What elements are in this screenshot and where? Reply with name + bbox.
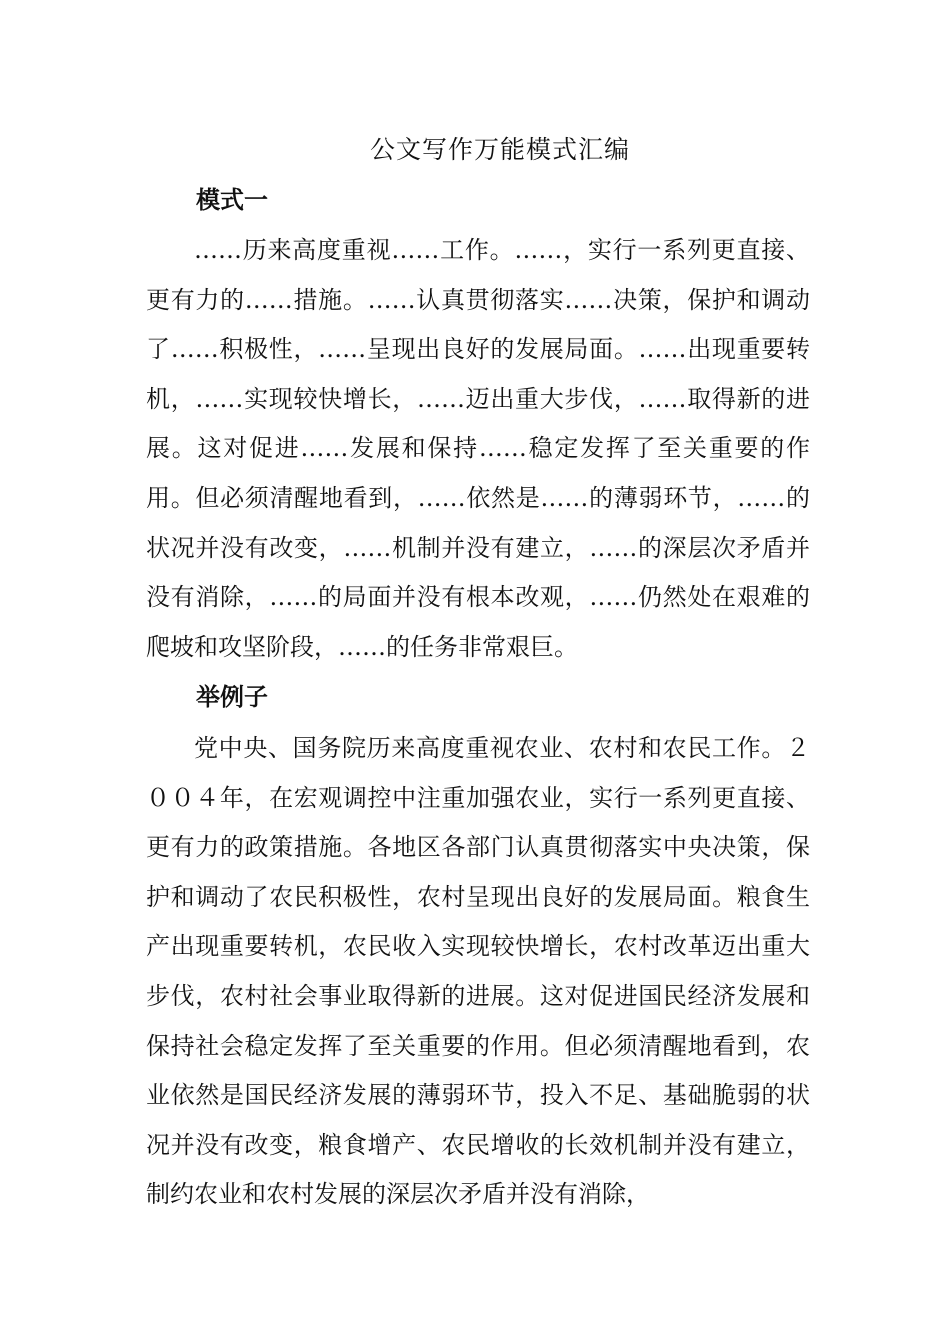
section-body-example: 党中央、国务院历来高度重视农业、农村和农民工作。２００４年，在宏观调控中注重加强农业，实行一系列更直接、更有力的政策措施。各地区各部门认真贯彻落实中央决策，保护和调动了农民积极性，农村呈现出良好的发展局面。粮食生产出现重要转机，农民收入实现较快增长，农村改革迈出重大步伐，农村社会事业取得新的进展。这对促进国民经济发展和保持社会稳定发挥了至关重要的作用。但必须清醒地看到，农业依然是国民经济发展的薄弱环节，投入不足、基础脆弱的状况并没有改变，粮食增产、农民增收的长效机制并没有建立，制约农业和农村发展的深层次矛盾并没有消除，	[146, 734, 810, 1209]
section-heading-example: 举例子	[196, 683, 268, 711]
section-heading-mode-one: 模式一	[196, 186, 268, 214]
document-title: 公文写作万能模式汇编	[369, 135, 630, 164]
section-body-mode-one: ……历来高度重视……工作。……，实行一系列更直接、更有力的……措施。……认真贯彻落实……决策，保护和调动了……积极性，……呈现出良好的发展局面。……出现重要转机，……实现较快增长，……迈出重大步伐，……取得新的进展。这对促进……发展和保持……稳定发挥了至关重要的作用。但必须清醒地看到，……依然是……的薄弱环节，……的状况并没有改变，……机制并没有建立，……的深层次矛盾并没有消除，……的局面并没有根本改观，……仍然处在艰难的爬坡和攻坚阶段，……的任务非常艰巨。	[146, 236, 810, 661]
